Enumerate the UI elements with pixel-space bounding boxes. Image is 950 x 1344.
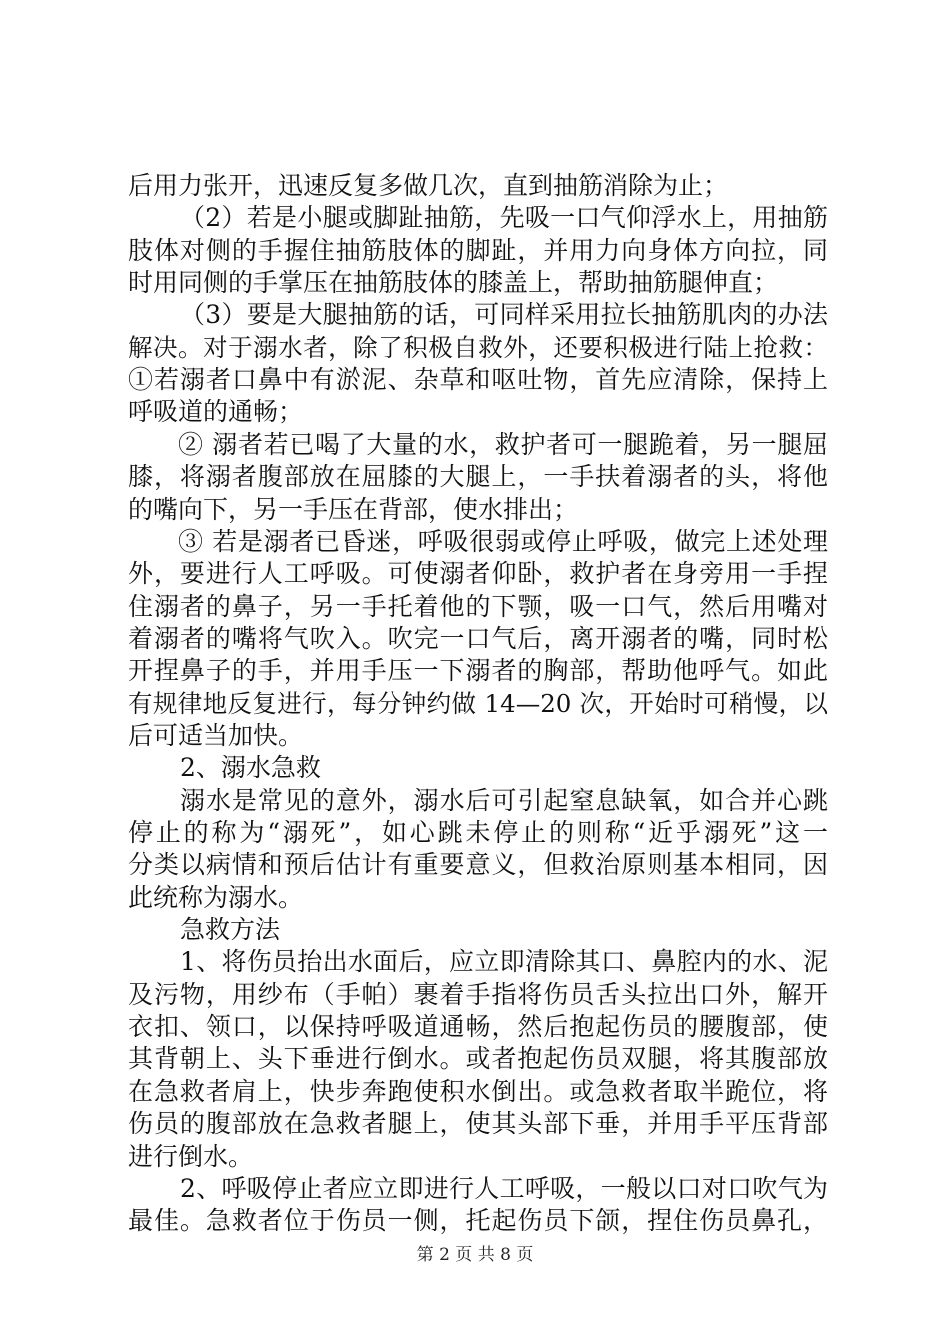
text-line: 开捏鼻子的手，并用手压一下溺者的胸部，帮助他呼气。如此 (128, 656, 828, 686)
text-line: （2）若是小腿或脚趾抽筋，先吸一口气仰浮水上，用抽筋 (180, 203, 828, 233)
text-line: 时用同侧的手掌压在抽筋肢体的膝盖上，帮助抽筋腿伸直； (128, 268, 779, 298)
text-line: 外，要进行人工呼吸。可使溺者仰卧，救护者在身旁用一手捏 (128, 559, 828, 589)
text-line: 2、溺水急救 (180, 753, 321, 783)
text-line: 膝，将溺者腹部放在屈膝的大腿上，一手扶着溺者的头，将他 (128, 462, 828, 492)
text-line: 其背朝上、头下垂进行倒水。或者抱起伤员双腿，将其腹部放 (128, 1044, 828, 1074)
text-line: ③ 若是溺者已昏迷，呼吸很弱或停止呼吸，做完上述处理 (178, 526, 828, 556)
text-line: ①若溺者口鼻中有淤泥、杂草和呕吐物，首先应清除，保持上 (128, 365, 828, 395)
text-line: 的嘴向下，另一手压在背部，使水排出； (128, 494, 579, 524)
text-line: 伤员的腹部放在急救者腿上，使其头部下垂，并用手平压背部 (128, 1109, 828, 1139)
text-line: ② 溺者若已喝了大量的水，救护者可一腿跪着，另一腿屈 (178, 429, 828, 459)
page-footer: 第 2 页 共 8 页 (416, 1245, 534, 1265)
text-line: 分类以病情和预后估计有重要意义，但救治原则基本相同，因 (128, 850, 828, 880)
text-line: 呼吸道的通畅； (128, 397, 304, 427)
text-line: 后可适当加快。 (128, 720, 304, 750)
text-line: 此统称为溺水。 (128, 882, 304, 912)
text-line: 后用力张开，迅速反复多做几次，直到抽筋消除为止； (128, 171, 729, 200)
text-line: 及污物，用纱布（手帕）裹着手指将伤员舌头拉出口外，解开 (128, 979, 828, 1009)
text-line: 急救方法 (180, 915, 281, 945)
text-line: 肢体对侧的手握住抽筋肢体的脚趾，并用力向身体方向拉，同 (128, 235, 828, 265)
text-line: 进行倒水。 (128, 1141, 254, 1171)
text-line: 溺水是常见的意外，溺水后可引起窒息缺氧，如合并心跳 (180, 785, 828, 815)
text-line: 衣扣、领口，以保持呼吸道通畅，然后抱起伤员的腰腹部，使 (128, 1012, 828, 1042)
text-line: 住溺者的鼻子，另一手托着他的下颚，吸一口气，然后用嘴对 (128, 591, 828, 621)
text-line: 最佳。急救者位于伤员一侧，托起伤员下颌，捏住伤员鼻孔， (128, 1206, 828, 1236)
text-line: 2、呼吸停止者应立即进行人工呼吸，一般以口对口吹气为 (180, 1173, 828, 1203)
text-line: （3）要是大腿抽筋的话，可同样采用拉长抽筋肌肉的办法 (180, 300, 828, 330)
text-line: 解决。对于溺水者，除了积极自救外，还要积极进行陆上抢救： (128, 332, 828, 362)
text-line: 停止的称为“溺死”，如心跳未停止的则称“近乎溺死”这一 (128, 818, 828, 847)
text-line: 在急救者肩上，快步奔跑使积水倒出。或急救者取半跪位，将 (128, 1076, 828, 1106)
text-line: 1、将伤员抬出水面后，应立即清除其口、鼻腔内的水、泥 (180, 947, 828, 977)
text-line: 着溺者的嘴将气吹入。吹完一口气后，离开溺者的嘴，同时松 (128, 623, 828, 653)
text-line: 有规律地反复进行，每分钟约做 14—20 次，开始时可稍慢，以 (128, 688, 828, 718)
